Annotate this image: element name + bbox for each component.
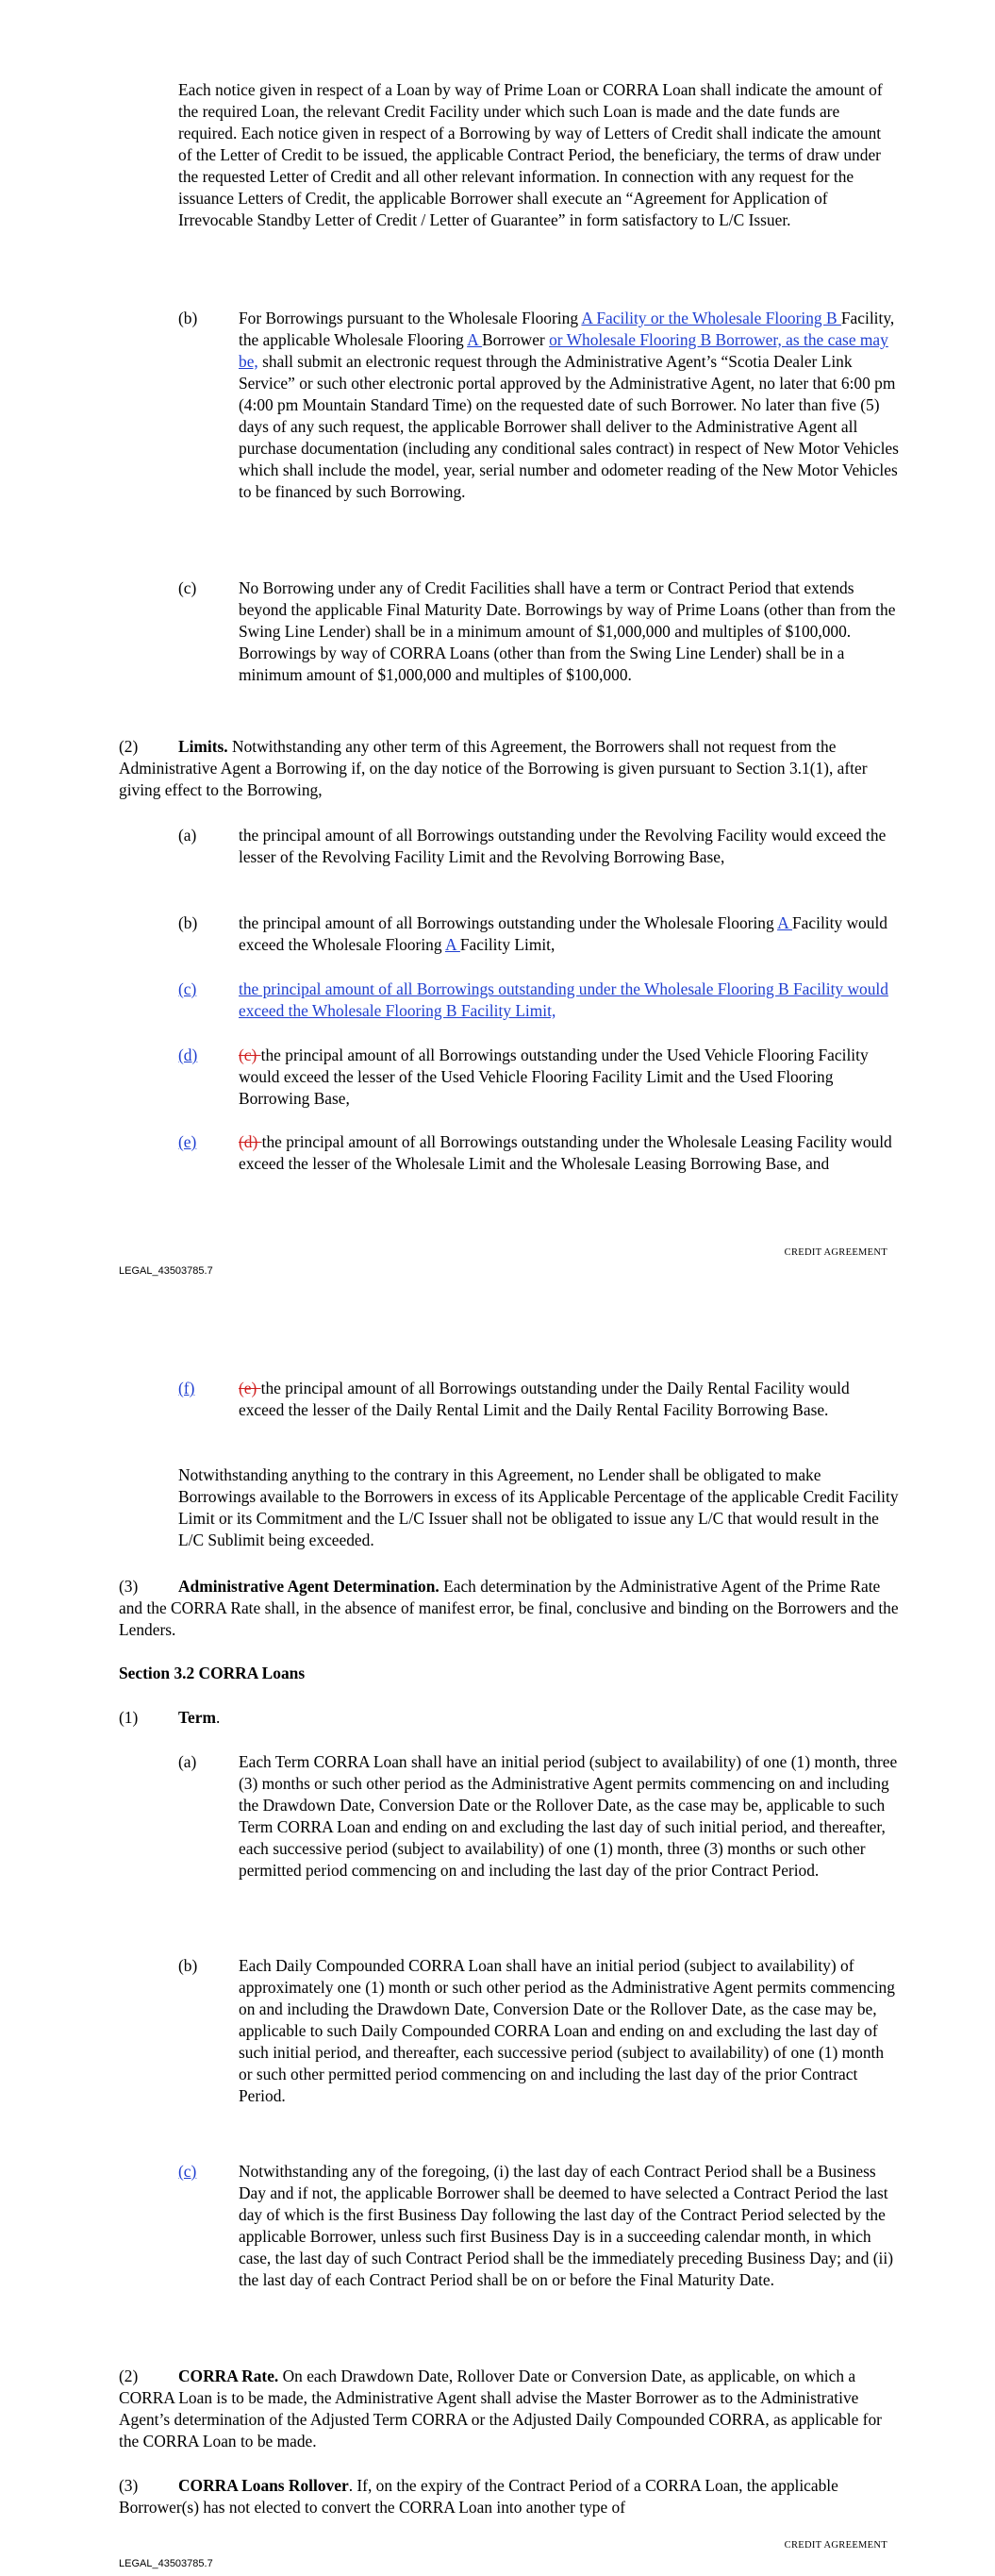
- term-b-label: (b): [178, 1956, 198, 1975]
- limit-d-label: (d): [178, 1045, 198, 1064]
- deleted-text: (e): [239, 1379, 261, 1397]
- clause-c-text: No Borrowing under any of Credit Facilities shall have a term or Contract Period that extends beyond the applicable Final Maturity Date. Borrowings by way of Prime Loans (other than from the Swing Line Lender) shall be in a minimum amount of $1,000,000 and multiples of $100,000. Borrowings by way of CORRA Loans (other than from the Swing Line Lender) shall be in a minimum amount of $1,000,000 and multiples of $100,000.: [239, 578, 896, 684]
- limit-e-body: the principal amount of all Borrowings outstanding under the Wholesale Leasing Facility would exceed the lesser of the Wholesale Limit and the Wholesale Leasing Borrowing Base, and: [239, 1132, 892, 1173]
- inserted-text: or Wholesale Flooring B Borrower, as the case may be,: [239, 330, 888, 371]
- limit-f-label: (f): [178, 1379, 195, 1397]
- document-page-2: [0, 1283, 995, 2576]
- limits-text: Notwithstanding any other term of this Agreement, the Borrowers shall not request from the Administrative Agent a Borrowing if, on the day notice of the Borrowing is given pursuant to Section 3.1(1), after giving effect to the Borrowing,: [119, 737, 868, 799]
- admin-agent-paragraph: [119, 1576, 900, 1641]
- limits-paragraph: [119, 736, 900, 801]
- footer-title: CREDIT AGREEMENT: [784, 2540, 887, 2551]
- limit-e-text: [239, 1131, 899, 1175]
- inserted-text: A: [777, 913, 793, 932]
- corra-rate-heading: CORRA Rate.: [178, 2367, 279, 2385]
- limit-c-text: the principal amount of all Borrowings outstanding under the Wholesale Flooring B Facility would exceed the Wholesale Flooring B Facility Limit,: [239, 979, 888, 1020]
- inserted-text: A Facility or the Wholesale Flooring B: [581, 309, 841, 327]
- section-heading: Section 3.2 CORRA Loans: [119, 1664, 306, 1682]
- limit-b-label: (b): [178, 913, 198, 932]
- admin-agent-number: (3): [119, 1577, 139, 1596]
- limit-c-label: (c): [178, 979, 197, 998]
- inserted-text: A: [467, 330, 483, 349]
- corra-rate-number: (2): [119, 2367, 139, 2385]
- rollover-heading: CORRA Loans Rollover: [178, 2476, 349, 2495]
- document-page-1: [0, 0, 995, 1283]
- term-heading: [119, 1707, 220, 1729]
- limits-heading: Limits.: [178, 737, 228, 756]
- clause-b-text: [239, 308, 899, 503]
- term-a-text: Each Term CORRA Loan shall have an initial period (subject to availability) of one (1) month, three (3) months or such other period as the Administrative Agent permits commencing on and including the Drawdown Date, Conversion Date or the Rollover Date, as the case may be, applicable to such Term CORRA Loan and ending on and excluding the last day of such initial period, and thereafter, each successive period (subject to availability) of one (1) month, three (3) months or such other permitted period commencing on and including the last day of the prior Contract Period.: [239, 1752, 898, 1880]
- clause-b-label: (b): [178, 309, 198, 327]
- term-c-label: (c): [178, 2162, 197, 2181]
- limit-f-body: the principal amount of all Borrowings outstanding under the Daily Rental Facility would exceed the lesser of the Daily Rental Limit and the Daily Rental Facility Borrowing Base.: [239, 1379, 850, 1419]
- term-title: Term: [178, 1708, 216, 1727]
- term-c-text: Notwithstanding any of the foregoing, (i) the last day of each Contract Period shall be a Business Day and if not, the applicable Borrower shall be deemed to have selected a Contract Period the last day of which is the first Business Day following the last day of the Contract Period selected by the applicable Borrower, unless such first Business Day is in a succeeding calendar month, in which case, the last day of such Contract Period shall be the immediately preceding Business Day; and (ii) the last day of each Contract Period shall be on or before the Final Maturity Date.: [239, 2162, 893, 2289]
- limit-b-text: [239, 912, 899, 956]
- clause-b-text-2: Facility, the applicable Wholesale Flooring: [239, 309, 895, 349]
- clause-b-text-1: For Borrowings pursuant to the Wholesale Flooring: [239, 309, 582, 327]
- notwithstanding-paragraph: Notwithstanding anything to the contrary in this Agreement, no Lender shall be obligated to make Borrowings available to the Borrowers in excess of its Applicable Percentage of the applicable Credit Facility Limit or its Commitment and the L/C Issuer shall not be obligated to issue any L/C that would result in the L/C Sublimit being exceeded.: [178, 1465, 899, 1549]
- footer-doc-id: LEGAL_43503785.7: [119, 1265, 213, 1277]
- rollover-text: . If, on the expiry of the Contract Period of a CORRA Loan, the applicable Borrower(s) has not elected to convert the CORRA Loan into another type of: [119, 2476, 838, 2517]
- inserted-text: A: [444, 935, 460, 954]
- limit-d-body: the principal amount of all Borrowings outstanding under the Used Vehicle Flooring Facility would exceed the lesser of the Used Vehicle Flooring Facility Limit and the Used Flooring Borrowing Base,: [239, 1045, 869, 1108]
- rollover-paragraph: [119, 2475, 900, 2518]
- limit-a-label: (a): [178, 826, 197, 845]
- corra-rate-paragraph: [119, 2366, 900, 2452]
- deleted-text: (c): [239, 1045, 261, 1064]
- corra-rate-text: On each Drawdown Date, Rollover Date or Conversion Date, as applicable, on which a CORRA Loan is to be made, the Administrative Agent shall advise the Master Borrower as to the Administrative Agent’s determination of the Adjusted Term CORRA or the Adjusted Daily Compounded CORRA, as applicable for the CORRA Loan to be made.: [119, 2367, 882, 2451]
- limit-f-text: [239, 1378, 899, 1421]
- admin-agent-heading: Administrative Agent Determination.: [178, 1577, 439, 1596]
- limit-b-text-1: the principal amount of all Borrowings outstanding under the Wholesale Flooring: [239, 913, 778, 932]
- limit-b-text-3: Facility Limit,: [459, 935, 556, 954]
- limit-b-text-2: Facility would exceed the Wholesale Flooring: [239, 913, 887, 954]
- footer-title: CREDIT AGREEMENT: [784, 1247, 887, 1258]
- clause-b-text-3: Borrower: [482, 330, 550, 349]
- limit-a-text: the principal amount of all Borrowings outstanding under the Revolving Facility would exceed the lesser of the Revolving Facility Limit and the Revolving Borrowing Base,: [239, 826, 887, 866]
- deleted-text: (d): [239, 1132, 262, 1151]
- limit-d-text: [239, 1045, 899, 1110]
- intro-paragraph: Each notice given in respect of a Loan by way of Prime Loan or CORRA Loan shall indicate the amount of the required Loan, the relevant Credit Facility under which such Loan is made and the date funds are required. Each notice given in respect of a Borrowing by way of Letters of Credit shall indicate the amount of the Letter of Credit to be issued, the applicable Contract Period, the beneficiary, the terms of draw under the requested Letter of Credit and all other relevant information. In connection with any request for the issuance Letters of Credit, the applicable Borrower shall execute an “Agreement for Application of Irrevocable Standby Letter of Credit / Letter of Guarantee” in form satisfactory to L/C Issuer.: [178, 80, 883, 229]
- term-a-label: (a): [178, 1752, 197, 1771]
- clause-b-text-4: shall submit an electronic request through the Administrative Agent’s “Scotia Dealer Link Service” or such other electronic portal approved by the Administrative Agent, no later that 6:00 pm (4:00 pm Mountain Standard Time) on the requested date of such Borrower. No later than five (5) days of any such request, the applicable Borrower shall deliver to the Administrative Agent all purchase documentation (including any conditional sales contract) in respect of New Motor Vehicles which shall include the model, year, serial number and odometer reading of the New Motor Vehicles to be financed by such Borrowing.: [239, 352, 899, 501]
- rollover-number: (3): [119, 2476, 139, 2495]
- limit-e-label: (e): [178, 1132, 197, 1151]
- clause-c-label: (c): [178, 578, 197, 597]
- footer-doc-id: LEGAL_43503785.7: [119, 2558, 213, 2569]
- term-dot: .: [215, 1708, 221, 1727]
- term-number: (1): [119, 1708, 139, 1727]
- admin-agent-text: Each determination by the Administrative Agent of the Prime Rate and the CORRA Rate shall, in the absence of manifest error, be final, conclusive and binding on the Borrowers and the Lenders.: [119, 1577, 899, 1639]
- limits-number: (2): [119, 737, 139, 756]
- term-b-text: Each Daily Compounded CORRA Loan shall have an initial period (subject to availability) of approximately one (1) month or such other period as the Administrative Agent permits commencing on and including the Drawdown Date, Conversion Date or the Rollover Date, as the case may be, applicable to such Daily Compounded CORRA Loan and ending on and excluding the last day of such initial period, and thereafter, each successive period (subject to availability) of one (1) month or such other permitted period commencing on and including the last day of the prior Contract Period.: [239, 1956, 895, 2105]
